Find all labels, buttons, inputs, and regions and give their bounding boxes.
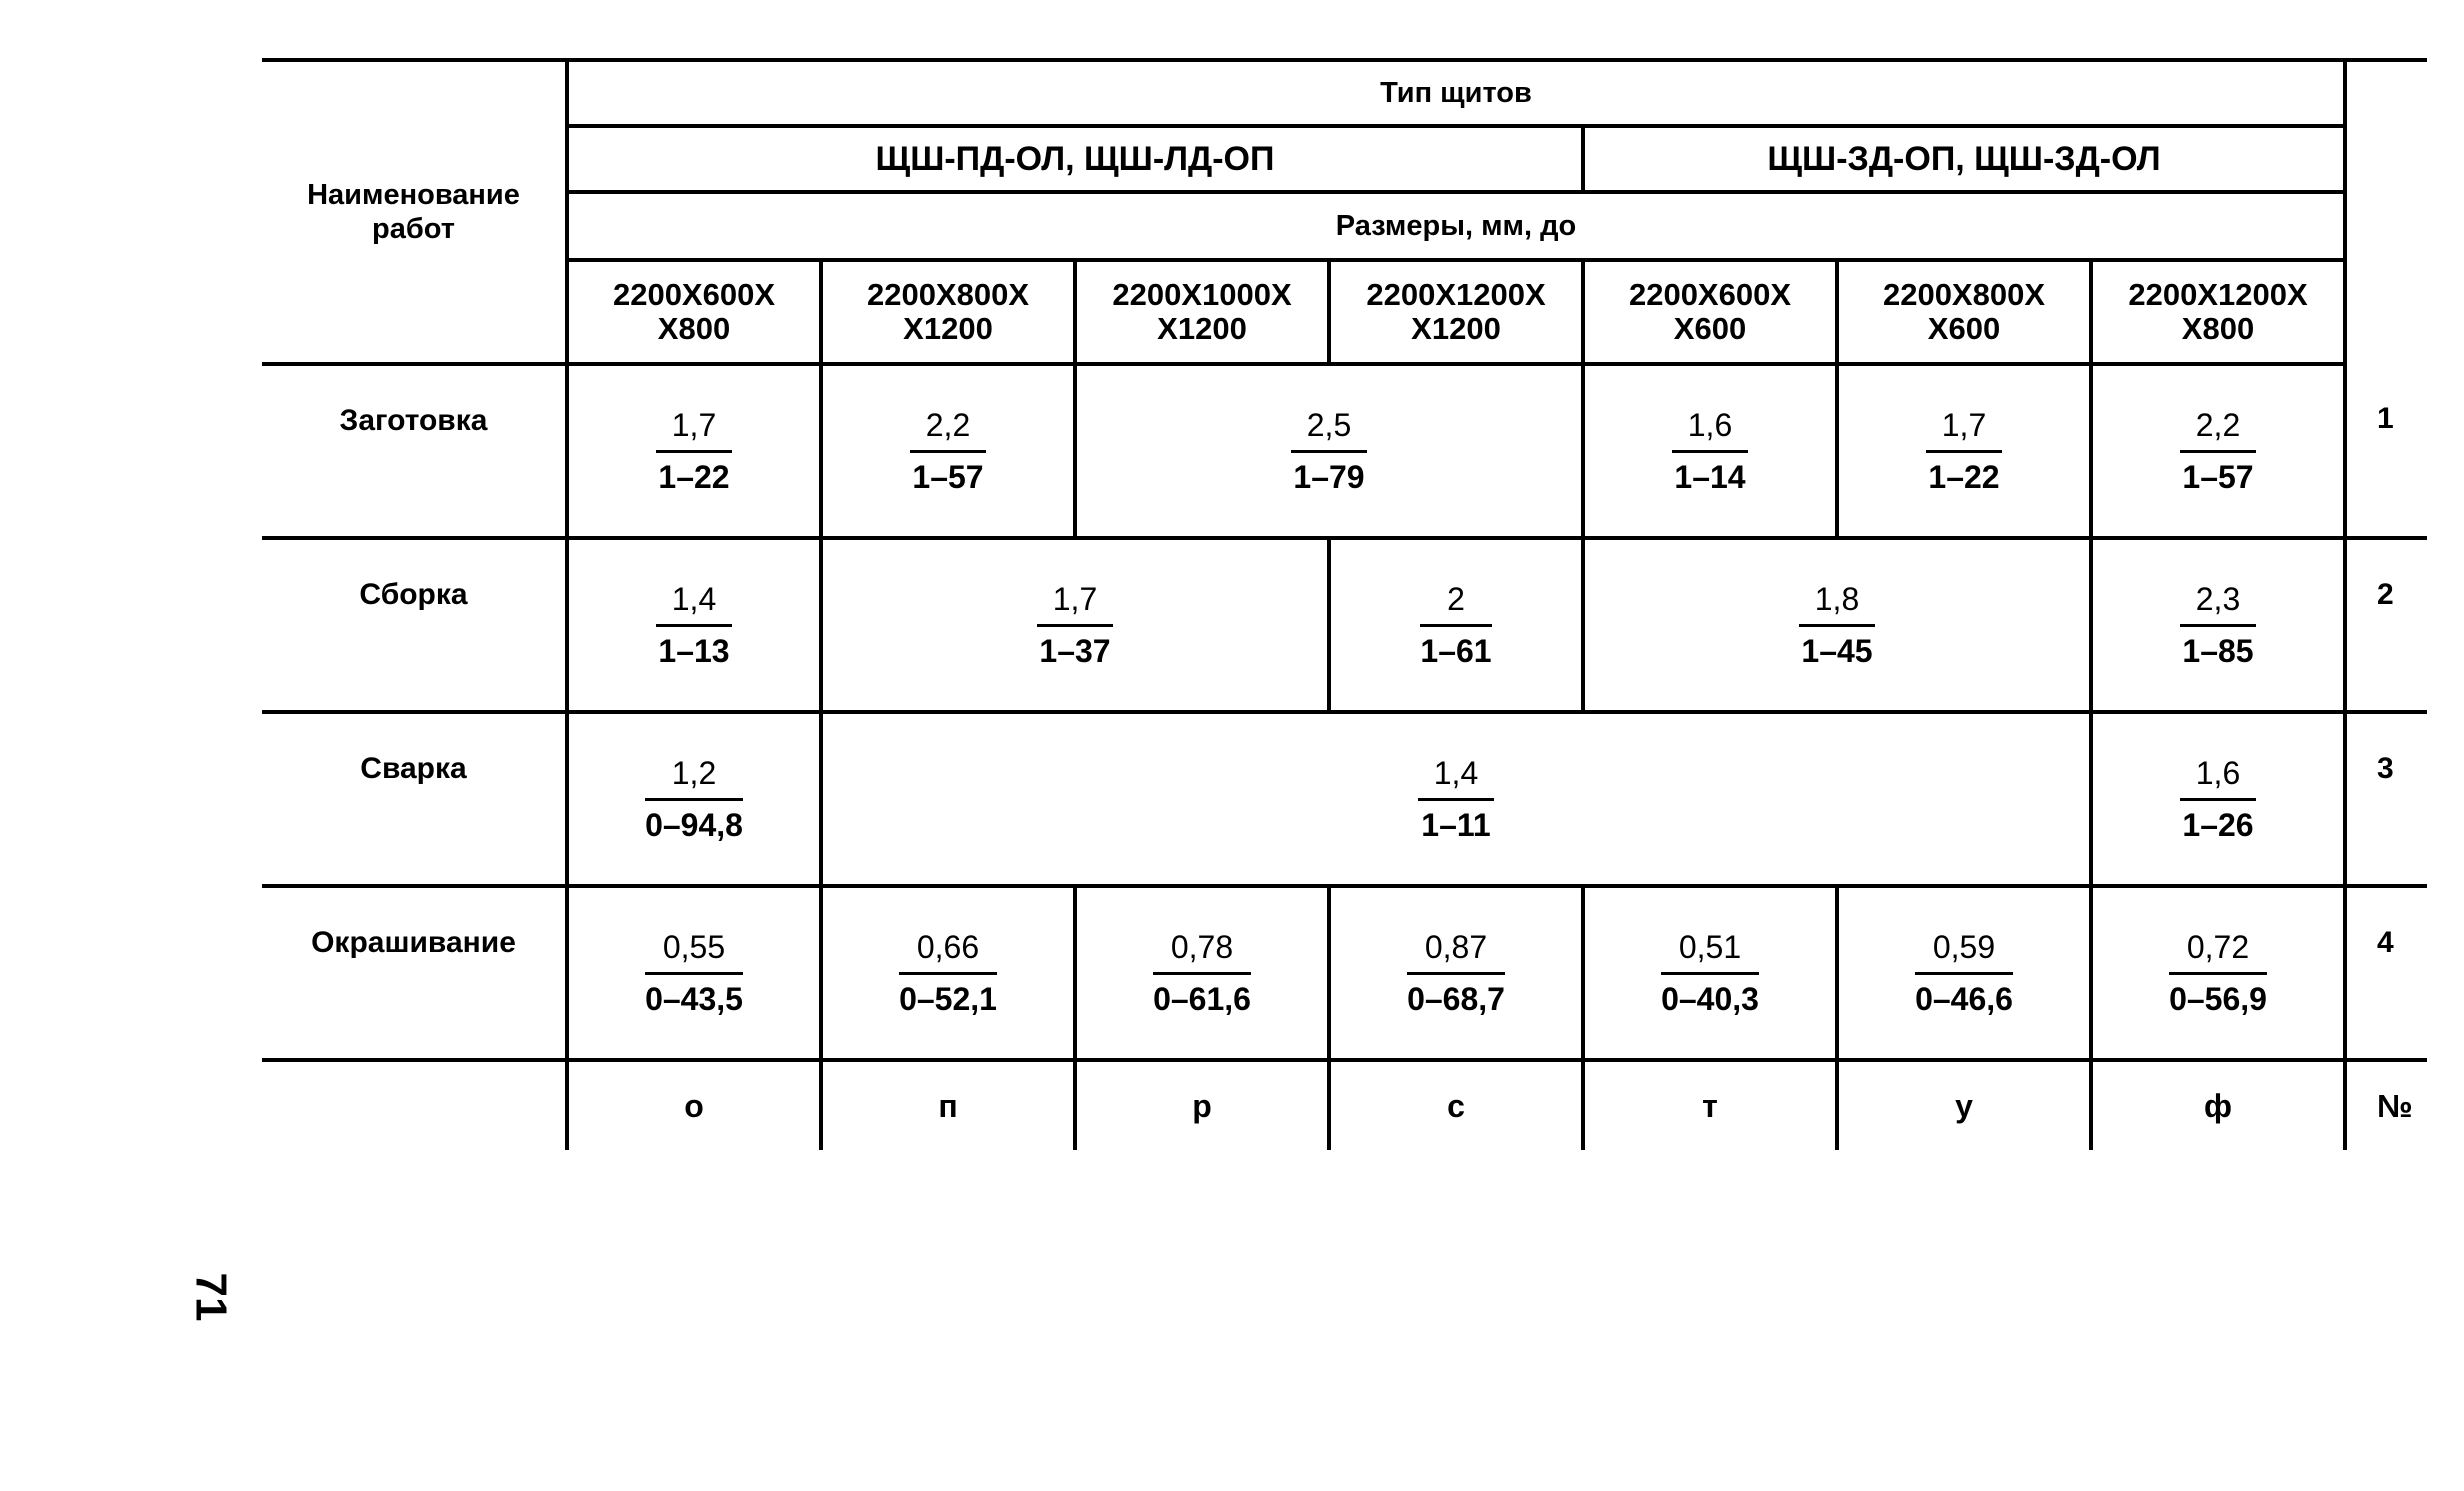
value-cell [821,712,2091,886]
value-cell [1329,886,1583,1060]
fraction: $\frac{2}{1-61}$ [1420,580,1492,669]
work-name-header-text: Наименование работ [307,179,520,245]
row-number: 4 [2345,886,2427,1060]
table-row [262,364,2427,538]
group1-header: ЩШ-ПД-ОЛ, ЩШ-ЛД-ОП [567,126,1583,192]
group2-header: ЩШ-ЗД-ОП, ЩШ-ЗД-ОЛ [1583,126,2345,192]
header-row-1 [262,60,2427,126]
row-name: Сварка [262,712,567,886]
work-name-header [262,60,567,364]
value-cell [1075,364,1583,538]
value-cell [567,364,821,538]
value-cell [1583,538,2091,712]
column-letter: т [1583,1060,1837,1150]
column-letter: р [1075,1060,1329,1150]
header-row-3 [262,192,2427,260]
size-cell: 2200Х600Х Х600 [1583,260,1837,364]
size-cell: 2200Х1000Х Х1200 [1075,260,1329,364]
value-cell [2091,712,2345,886]
fraction: $\frac{2,2}{1-57}$ [2180,407,2256,496]
fraction: $\frac{0,59}{0-46,6}$ [1915,928,2013,1017]
value-cell [1583,364,1837,538]
shield-type-header: Тип щитов [567,60,2345,126]
fraction: $\frac{1,2}{0-94,8}$ [645,754,743,843]
row-name: Сборка [262,538,567,712]
fraction: $\frac{0,87}{0-68,7}$ [1407,928,1505,1017]
letters-blank [262,1060,567,1150]
norms-table [262,58,2427,1150]
header-row-2 [262,126,2427,192]
fraction: $\frac{1,4}{1-13}$ [656,581,732,670]
value-cell [567,712,821,886]
column-letter: ф [2091,1060,2345,1150]
fraction: $\frac{2,2}{1-57}$ [910,407,986,496]
column-letter: у [1837,1060,2091,1150]
value-cell [1075,886,1329,1060]
value-cell [567,538,821,712]
value-cell [2091,886,2345,1060]
size-cell: 2200Х1200Х Х1200 [1329,260,1583,364]
table-row [262,712,2427,886]
header-row-sizes [262,260,2427,364]
fraction: $\frac{2,3}{1-85}$ [2180,581,2256,670]
fraction: $\frac{1,8}{1-45}$ [1799,581,1875,670]
num-label: № [2377,1087,2413,1124]
value-cell [2091,364,2345,538]
value-cell [567,886,821,1060]
value-cell [821,364,1075,538]
value-cell [2091,538,2345,712]
size-cell: 2200Х600Х Х800 [567,260,821,364]
value-cell [1329,538,1583,712]
norms-table-container [262,58,2427,1150]
value-cell [1837,364,2091,538]
sizes-header: Размеры, мм, до [567,192,2345,260]
fraction: $\frac{0,51}{0-40,3}$ [1661,928,1759,1017]
value-cell [821,886,1075,1060]
fraction: $\frac{0,72}{0-56,9}$ [2169,928,2267,1017]
column-letter: п [821,1060,1075,1150]
fraction: $\frac{1,7}{1-22}$ [656,407,732,496]
table-row [262,886,2427,1060]
num-header-blank [2345,60,2427,364]
size-cell: 2200Х800Х Х1200 [821,260,1075,364]
table-row [262,538,2427,712]
fraction: $\frac{1,6}{1-26}$ [2180,755,2256,844]
row-number: 1 [2345,364,2427,538]
fraction: $\frac{1,7}{1-22}$ [1926,407,2002,496]
fraction: $\frac{0,66}{0-52,1}$ [899,928,997,1017]
column-letter: с [1329,1060,1583,1150]
column-letters-row [262,1060,2427,1150]
fraction: $\frac{0,55}{0-43,5}$ [645,928,743,1017]
value-cell [821,538,1329,712]
value-cell [1583,886,1837,1060]
row-name: Заготовка [262,364,567,538]
row-number: 2 [2345,538,2427,712]
fraction: $\frac{1,6}{1-14}$ [1672,407,1748,496]
size-cell: 2200Х800Х Х600 [1837,260,2091,364]
fraction: $\frac{1,4}{1-11}$ [1418,755,1494,844]
row-number: 3 [2345,712,2427,886]
fraction: $\frac{2,5}{1-79}$ [1291,407,1367,496]
value-cell [1837,886,2091,1060]
column-letter: о [567,1060,821,1150]
page-number: 71 [186,1272,236,1322]
fraction: $\frac{0,78}{0-61,6}$ [1153,928,1251,1017]
size-cell: 2200Х1200Х Х800 [2091,260,2345,364]
fraction: $\frac{1,7}{1-37}$ [1037,581,1113,670]
row-name: Окрашивание [262,886,567,1060]
